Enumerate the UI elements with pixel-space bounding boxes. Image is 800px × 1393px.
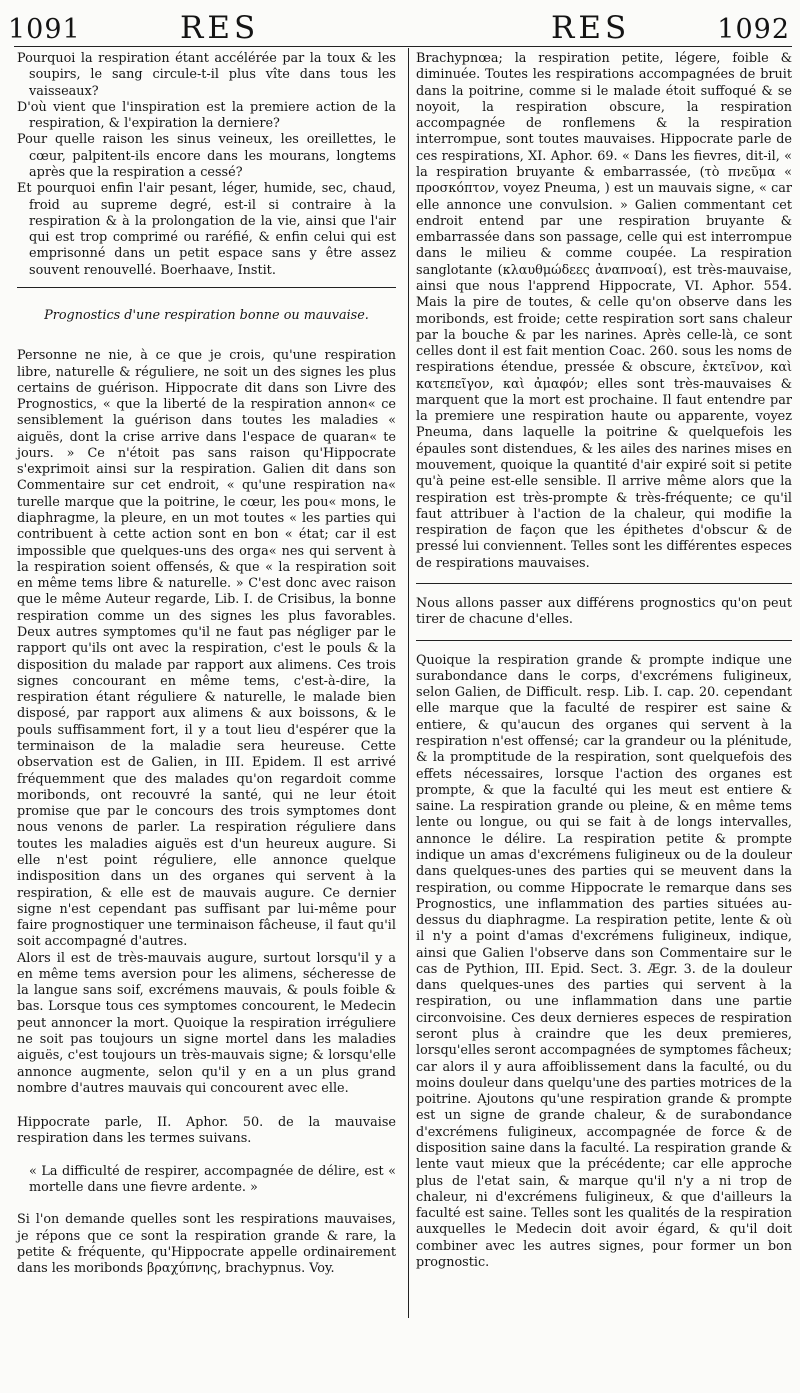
section-divider [416, 640, 792, 641]
section-subheading: Prognostics d'une respiration bonne ou mauvaise. [44, 307, 369, 323]
paragraph-bad-respirations: Si l'on demande quelles sont les respirations mauvaises, je répons que ce sont la respiration grande & rare, la petite & fréquente, qu'Hippocrate appelle ordinairement dans les moribonds βραχύπνης, brachypnus. Voy. [17, 1212, 396, 1277]
section-divider [17, 287, 396, 288]
question-2: D'où vient que l'inspiration est la premiere action de la respiration, & l'expiration la derniere? [17, 99, 396, 132]
left-page-number: 1091 [8, 14, 81, 45]
paragraph-prognostics-detail: Quoique la respiration grande & prompte indique une surabondance dans le corps, d'excrémens fuligineux, selon Galien, de Difficult. resp. Lib. I. cap. 20. cependant elle marque que la faculté de respirer est saine & entiere, & qu'aucun des organes qui servent à la respiration n'est offensé; car la grandeur ou la plénitude, & la promptitude de la respiration, sont quelquefois des effets nécessaires, lorsque l'action des organes est prompte, & que la faculté qui les meut est entiere & saine. La respiration grande ou pleine, & en même tems lente ou longue, ou qui se fait à de longs intervalles, annonce le délire. La respiration petite & prompte indique un amas d'excrémens fuligineux ou de la douleur dans quelques-unes des parties qui se meuvent dans la respiration, ou comme Hippocrate le remarque dans ses Prognostics, une inflammation des parties situées au-dessus du diaphragme. La respiration petite, lente & où il n'y a point d'amas d'excrémens fuligineux, indique, ainsi que Galien l'observe dans son Commentaire sur le cas de Pythion, III. Epid. Sect. 3. Ægr. 3. de la douleur dans quelques-unes des parties qui servent à la respiration, ou une inflammation dans une partie circonvoisine. Ces deux dernieres especes de respiration seront plus à craindre que les deux premieres, lorsqu'elles seront accompagnées de symptomes fâcheux; car alors il y aura affoiblissement dans la faculté, ou du moins douleur dans quelqu'une des parties motrices de la poitrine. Ajoutons qu'une respiration grande & prompte est un signe de grande chaleur, & de surabondance d'excrémens fuligineux, accompagnée de force & de disposition saine dans la faculté. La respiration grande & lente vaut mieux que la précédente; car elle approche plus de l'etat sain, & marque qu'il n'y a ni trop de chaleur, ni d'excrémens fuligineux, & que d'ailleurs la faculté est saine. Telles sont les qualités de la respiration auxquelles le Medecin doit avoir égard, & qu'il doit combiner avec les autres signes, pour former un bon prognostic. [416, 652, 792, 1270]
right-running-head: RES [551, 10, 631, 46]
left-column [17, 51, 396, 1277]
paragraph-bad-augury: Alors il est de très-mauvais augure, surtout lorsqu'il y a en même tems aversion pour les alimens, sécheresse de la langue sans soif, excrémens mauvais, & pouls foible & bas. Lorsque tous ces symptomes concourent, le Medecin peut annoncer la mort. Quoique la respiration irréguliere ne soit pas toujours un signe mortel dans les maladies aiguës, c'est toujours un très-mauvais signe; & lorsqu'elle annonce augmente, selon qu'il y en a un plus grand nombre d'autres mauvais qui concourent avec elle. [17, 950, 396, 1096]
question-4: Et pourquoi enfin l'air pesant, léger, humide, sec, chaud, froid au supreme degré, est-il si contraire à la respiration & à la prolongation de la vie, ainsi que l'air qui est trop comprimé ou raréfié, & enfin celui qui est emprisonné dans un petit espace sans y être assez souvent renouvellé. Boerhaave, Instit. [17, 181, 396, 278]
paragraph-good-respiration: Personne ne nie, à ce que je crois, qu'une respiration libre, naturelle & réguliere, ne soit un des signes les plus certains de guérison. Hippocrate dit dans son Livre des Prognostics, « que la liberté de la respiration annon« ce sensiblement la guérison dans toutes les maladies « aiguës, dont la crise arrive dans l'espace de quaran« te jours. » Ce n'étoit pas sans raison qu'Hippocrate s'exprimoit ainsi sur la respiration. Galien dit dans son Commentaire sur cet endroit, « qu'une respiration na« turelle marque que la poitrine, le cœur, les pou« mons, le diaphragme, la pleure, en un mot toutes « les parties qui contribuent à cette action sont en bon « état; car il est impossible que quelques-uns des orga« nes qui servent à la respiration soient offensés, & que « la respiration soit en même tems libre & naturelle. » C'est donc avec raison que le même Auteur regarde, Lib. I. de Crisibus, la bonne respiration comme un des signes les plus favorables. Deux autres symptomes qu'il ne faut pas négliger par le rapport qu'ils ont avec la respiration, c'est le pouls & la disposition du malade par rapport aux alimens. Ces trois signes concourant en même tems, c'est-à-dire, la respiration étant réguliere & naturelle, le malade bien disposé, par rapport aux alimens & aux boissons, & le pouls suffisamment fort, il y a tout lieu d'espérer que la terminaison de la maladie sera heureuse. Cette observation est de Galien, in III. Epidem. Il est arrivé fréquemment que des malades qu'on regardoit comme moribonds, ont recouvré la santé, qui ne leur étoit promise que par le concours des trois symptomes dont nous venons de parler. La respiration réguliere dans toutes les maladies aiguës est d'un heureux augure. Si elle n'est point réguliere, elle annonce quelque indisposition dans un des organes qui servent à la respiration, & elle est de mauvais augure. Ce dernier signe n'est cependant pas suffisant par lui-même pour faire prognostiquer une terminaison fâcheuse, il faut qu'il soit accompagné d'autres. [17, 348, 396, 950]
question-1: Pourquoi la respiration étant accélérée par la toux & les soupirs, le sang circule-t-il plus vîte dans tous les vaisseaux? [17, 51, 396, 99]
paragraph-prognostics-intro: Nous allons passer aux différens prognostics qu'on peut tirer de chacune d'elles. [416, 596, 792, 628]
paragraph-hippocrates-aphorism: Hippocrate parle, II. Aphor. 50. de la mauvaise respiration dans les termes suivans. [17, 1115, 396, 1147]
aphorism-quote: « La difficulté de respirer, accompagnée de délire, est « mortelle dans une fievre ardente. » [29, 1163, 396, 1195]
right-column [416, 51, 792, 1271]
paragraph-brachypnoea: Brachypnœa; la respiration petite, légere, foible & diminuée. Toutes les respirations accompagnées de bruit dans la poitrine, comme si le malade étoit suffoqué & se noyoit, la respiration obscure, la respiration accompagnée de ronflemens & la respiration interrompue, sont toutes mauvaises. Hippocrate parle de ces respirations, XI. Aphor. 69. « Dans les fievres, dit-il, « la respiration bruyante & embarrassée, (τὸ πνεῦμα « προσκόπτον, voyez Pneuma, ) est un mauvais signe, « car elle annonce une convulsion. » Galien commentant cet endroit entend par une respiration bruyante & embarrassée dans son passage, celle qui est interrompue dans le milieu & comme coupée. La respiration sanglotante (κλαυθμώδεες ἀναπνοαί), est très-mauvaise, ainsi que nous l'apprend Hippocrate, VI. Aphor. 554. Mais la pire de toutes, & celle qu'on observe dans les moribonds, est froide; cette respiration sort sans chaleur par la bouche & par les narines. Après celle-là, ce sont celles dont il est fait mention Coac. 260. sous les noms de respirations étendue, pressée & obscure, ἐκτεῖνον, καὶ κατεπεῖγον, καὶ ἀμαφόν; elles sont très-mauvaises & marquent que la mort est prochaine. Il faut entendre par la premiere une respiration haute ou apparente, voyez Pneuma, dans laquelle la poitrine & quelquefois les épaules sont distendues, & les ailes des narines mises en mouvement, quoique la quantité d'air expiré soit si petite qu'à peine est-elle sensible. Il arrive même alors que la respiration est très-prompte & très-fréquente; ce qu'il faut attribuer à l'action de la chaleur, qui modifie la respiration de façon que les épithetes d'obscur & de pressé lui conviennent. Telles sont les différentes especes de respirations mauvaises. [416, 51, 792, 571]
section-divider [416, 583, 792, 584]
column-divider [408, 48, 409, 1318]
question-3: Pour quelle raison les sinus veineux, les oreillettes, le cœur, palpitent-ils encore dans les mourans, longtems après que la respiration a cessé? [17, 132, 396, 180]
header-rule [14, 46, 792, 47]
right-page-number: 1092 [717, 14, 790, 45]
left-running-head: RES [180, 10, 260, 46]
